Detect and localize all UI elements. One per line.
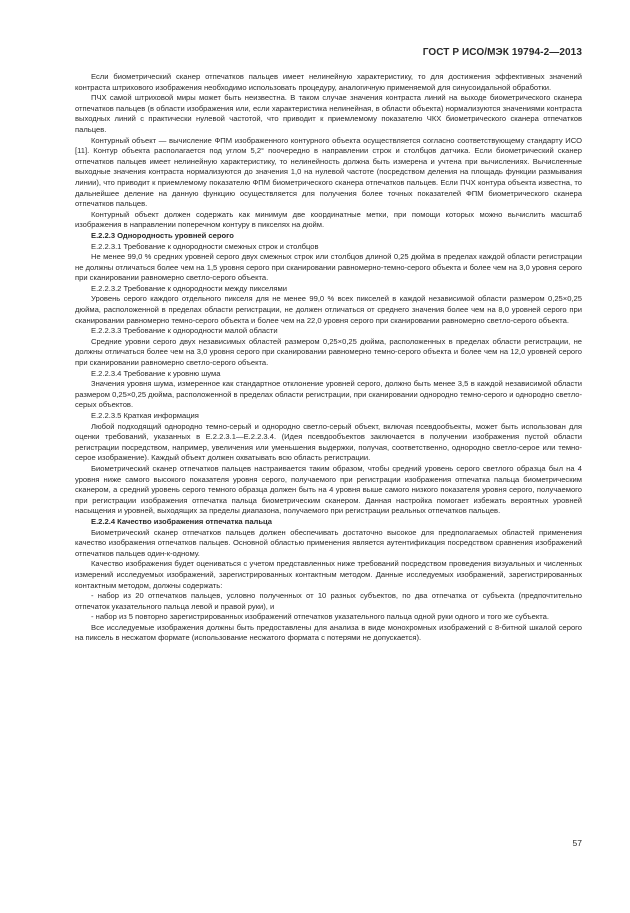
section-heading: Е.2.2.4 Качество изображения отпечатка пальца — [91, 516, 273, 526]
page-number: 57 — [572, 838, 582, 848]
paragraph: Е.2.2.3.5 Краткая информация — [91, 411, 199, 420]
paragraph: Е.2.2.3.2 Требование к однородности между пикселями — [91, 283, 287, 293]
paragraph: Все исследуемые изображения должны быть предоставлены для анализа в виде монохромных изображений с 8-битной шкалой серого на пиксель в несжатом формате (использование несжатого формата с потерями не допускается). — [75, 622, 582, 643]
paragraph: Е.2.2.3.4 Требование к уровню шума — [91, 368, 221, 378]
paragraph: Средние уровни серого двух независимых областей размером 0,25×0,25 дюйма, расположенных в пределах области регистрации, не должны отличаться более чем на 3,0 уровня серого при сканировании равномерно темно-серого объекта и более чем на 12,0 уровней серого при сканировании равномерно светло-серого объекта. — [75, 336, 582, 368]
paragraph: Е.2.2.3.1 Требование к однородности смежных строк и столбцов — [91, 241, 319, 251]
paragraph: - набор из 5 повторно зарегистрированных изображений отпечатков указательного пальца одной руки одного и того же субъекта. — [91, 612, 549, 622]
paragraph: Биометрический сканер отпечатков пальцев настраивается таким образом, чтобы средний уровень серого светлого образца был на 4 уровня ниже самого высокого показателя уровня серого, получаемого при регистрации изображения отпечатка пальца биометрическим сканером, а средний уровень серого темного образца должен быть на 4 уровня выше самого низкого показателя уровня серого, получаемого при регистрации изображения отпечатка пальца биометрическим сканером. Данная настройка помогает избежать вероятных уровней насыщения и уровней, выходящих за пределы диапазона, получаемого при регистрации реальных отпечатков пальцев. — [75, 463, 582, 516]
paragraph: Биометрический сканер отпечатков пальцев должен обеспечивать достаточно высокое для предполагаемых областей применения качество изображения отпечатков пальцев. Основной областью применения является аутентификация посредством сравнения изображений отпечатков пальцев один-к-одному. — [75, 527, 582, 558]
paragraph: ПЧХ самой штриховой миры может быть неизвестна. В таком случае значения контраста линий на выходе биометрического сканера отпечатков пальцев (в области изображения или, если характеристика нелинейная, в области объекта) нормализуются значениями контраста выходных линий с практически нулевой частотой, что приводит к приемлемому показателю ЧКХ биометрического сканера отпечатков пальцев. — [75, 93, 582, 134]
paragraph: Качество изображения будет оцениваться с учетом представленных ниже требований посредством проведения визуальных и численных измерений исследуемых изображений, зарегистрированных контактным методом. Данные исследуемых изображений, зарегистрированных контактным методом, должны содержать: — [75, 559, 582, 590]
paragraph: Не менее 99,0 % средних уровней серого двух смежных строк или столбцов длиной 0,25 дюйма в пределах каждой области регистрации не должны отличаться более чем на 1,5 уровня серого при сканировании равномерно-темно-серого объекта и более чем на 3,0 уровня серого при сканировании равномерно светло-серого объекта. — [75, 252, 582, 283]
paragraph: - набор из 20 отпечатков пальцев, условно полученных от 10 разных субъектов, по два отпечатка от субъекта (предпочтительно отпечаток указательного пальца левой и правой руки), и — [75, 591, 582, 611]
paragraph: Если биометрический сканер отпечатков пальцев имеет нелинейную характеристику, то для достижения эффективных значений контраста штрихового изображения необходимо использовать процедуру, аналогичную применяемой для синусоидальной обработки. — [75, 72, 582, 92]
paragraph: Е.2.2.3.3 Требование к однородности малой области — [91, 326, 278, 336]
paragraph: Любой подходящий однородно темно-серый и однородно светло-серый объект, включая псевдообъекты, может быть использован для оценки требований, указанных в Е.2.2.3.1—Е.2.2.3.4. (Идея псевдообъектов заключается в получении изображения пустой области регистрации посредством, например, увеличения или уменьшения выдержки, получая, соответственно, однородно светло-серое или темно-серое изображение). Каждый объект должен охватывать всю область регистрации. — [75, 421, 582, 463]
paragraph: Уровень серого каждого отдельного пикселя для не менее 99,0 % всех пикселей в каждой независимой области размером 0,25×0,25 дюйма, расположенной в пределах области регистрации, не должен отличаться от среднего значения более чем на 8,0 уровней серого при сканировании равномерно темно-серого объекта и более чем на 22,0 уровня серого при сканировании равномерно светло-серого объекта. — [75, 294, 582, 325]
body-text — [75, 72, 582, 644]
paragraph: Значения уровня шума, измеренное как стандартное отклонение уровней серого, должно быть менее 3,5 в каждой независимой области размером 0,25×0,25 дюйма, расположенной в пределах области регистрации, при сканировании однородно темно-серого и однородно светло-серых объектов. — [75, 379, 582, 410]
paragraph: Контурный объект должен содержать как минимум две координатные метки, при помощи которых можно вычислить масштаб изображения в направлении поперечном контуру в пикселях на дюйм. — [75, 209, 582, 230]
section-heading: Е.2.2.3 Однородность уровней серого — [91, 230, 234, 240]
paragraph: Контурный объект — вычисление ФПМ изображенного контурного объекта осуществляется согласно соответствующему стандарту ИСО [11]. Контур объекта располагается под углом 5,2° поочередно в направлении строк и столбцов датчика. Если биометрический сканер отпечатков пальцев имеет нелинейную характеристику, то нелинейность должна быть измерена и учтена при вычислениях. Вычисленные выходные значения контраста нормализуются до значения 1,0 на нулевой частоте (посредством деления на площадь функции размывания линии), что приводит к приемлемому показателю ФПМ биометрического сканера отпечатков пальцев. Если ПЧХ контура объекта известна, то дальнейшее деление на данную функцию осуществляется для получения более точных показателей ФПМ биометрического сканера отпечатков пальцев. — [75, 135, 582, 209]
standard-header: ГОСТ Р ИСО/МЭК 19794-2—2013 — [422, 47, 582, 58]
